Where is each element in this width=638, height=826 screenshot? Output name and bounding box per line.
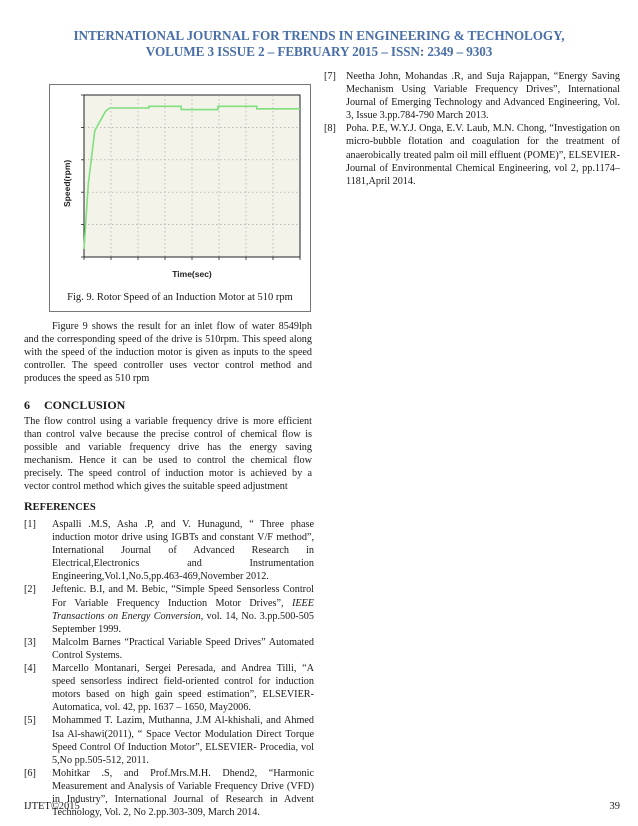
references-right xyxy=(324,70,620,188)
references-heading-initial: R xyxy=(24,499,33,513)
section-heading-conclusion xyxy=(24,398,125,412)
y-axis-label: Speed(rpm) xyxy=(62,159,72,207)
reference-item xyxy=(324,70,620,122)
reference-journal-italic: IEEE Transactions on Energy Conversion xyxy=(52,597,314,622)
header-line-1: INTERNATIONAL JOURNAL FOR TRENDS IN ENGINEERING & TECHNOLOGY, xyxy=(73,28,565,43)
reference-item xyxy=(24,714,314,766)
reference-item xyxy=(24,518,314,583)
journal-header xyxy=(0,28,638,60)
section-title: CONCLUSION xyxy=(44,398,126,412)
reference-text: Aspalli .M.S, Asha .P, and V. Hunagund, “ Three phase induction motor drive using IGBTs and constant V/F method”, International Journal of Advanced Research in Electrical,Electronics and Instrumentation Engineering,Vol.1,No.5,pp.463-469,November 2012. xyxy=(52,519,314,583)
reference-text: Mohitkar .S, and Prof.Mrs.M.H. Dhend2, “Harmonic Measurement and Analysis of Variable Frequency Drive (VFD) in Industry”, International Journal of Research in Advent Technology, Vol. 2, No 2.pp.303-309, March 2014. xyxy=(52,767,314,819)
reference-text-part: Jeftenic. B.I, and M. Bebic, “Simple Speed Sensorless Control For Variable Frequency Induction Motor Drives”, xyxy=(52,584,314,609)
reference-item xyxy=(24,662,314,714)
reference-index: [8] xyxy=(324,123,336,135)
reference-index: [4] xyxy=(24,663,36,675)
paragraph-conclusion: The flow control using a variable frequency drive is more efficient than control valve because the precise control of chemical flow is possible and variable frequency drive has the energy saving mechanism. Hence it can be used to control the chemical flow precisely. The speed control of induction motor is achieved by a vector control method which gives the suitable speed adjustment xyxy=(24,416,312,493)
reference-index: [3] xyxy=(24,636,36,648)
reference-text: Poha. P.E, W.Y.J. Onga, E.V. Laub, M.N. Chong, “Investigation on micro-bubble flotation and coagulation for the treatment of anaerobically treated palm oil mill effluent (POME)”, ELSEVIER-Journal of Environmental Chemical Engineering, vol 2, pp.1174–1181,April 2014. xyxy=(346,123,620,187)
reference-index: [2] xyxy=(24,584,36,596)
reference-index: [1] xyxy=(24,519,36,530)
reference-text: Malcolm Barnes “Practical Variable Speed Drives” Automated Control Systems. xyxy=(52,636,314,661)
page-number: 39 xyxy=(609,801,620,812)
references-left xyxy=(24,518,314,819)
figure-caption: Fig. 9. Rotor Speed of an Induction Motor at 510 rpm xyxy=(67,292,293,303)
reference-index: [6] xyxy=(24,767,36,779)
reference-item xyxy=(24,583,314,635)
reference-text xyxy=(52,583,314,635)
references-heading-rest: EFERENCES xyxy=(32,502,96,513)
references-heading xyxy=(24,500,96,514)
reference-text: Mohammed T. Lazim, Muthanna, J.M Al-khishali, and Ahmed Isa Al-shawi(2011), “ Space Vector Modulation Direct Torque Speed Control Of Induction Motor”, ELSEVIER- Procedia, vol 5,No pp.505-512, 2011. xyxy=(52,715,314,766)
plot-svg xyxy=(56,89,306,285)
reference-text-part: , vol. 14, No. 3.pp.500-505 September 1999. xyxy=(52,610,314,635)
section-number: 6 xyxy=(24,398,30,412)
reference-index: [7] xyxy=(324,71,336,82)
rotor-speed-plot xyxy=(56,89,306,285)
reference-text: Marcello Montanari, Sergei Peresada, and Andrea Tilli, “A speed sensorless indirect field-oriented control for induction motors based on high gain speed estimation”, ELSEVIER-Automatica, vol. 42, pp. 1637 – 1650, May2006. xyxy=(52,663,314,714)
reference-item xyxy=(24,636,314,662)
x-axis-label: Time(sec) xyxy=(172,269,212,279)
reference-text: Neetha John, Mohandas .R, and Suja Rajappan, “Energy Saving Mechanism Using Variable Frequency Drives”, International Journal of Emerging Technology and Advanced Engineering, Vol. 3, Issue 3.pp.784-790 March 2013. xyxy=(346,71,620,122)
reference-index: [5] xyxy=(24,715,36,727)
paragraph-figure-discussion: Figure 9 shows the result for an inlet flow of water 8549lph and the corresponding speed of the drive is 510rpm. This speed along with the speed of the induction motor is given as inputs to the speed controller. The speed controller uses vector control method and produces the speed as 510 rpm xyxy=(24,321,312,385)
reference-item xyxy=(324,122,620,187)
header-line-2: VOLUME 3 ISSUE 2 – FEBRUARY 2015 – ISSN: 2349 – 9303 xyxy=(145,44,493,59)
figure-9 xyxy=(49,84,311,312)
footer-copyright: IJTET©2015 xyxy=(24,801,80,812)
